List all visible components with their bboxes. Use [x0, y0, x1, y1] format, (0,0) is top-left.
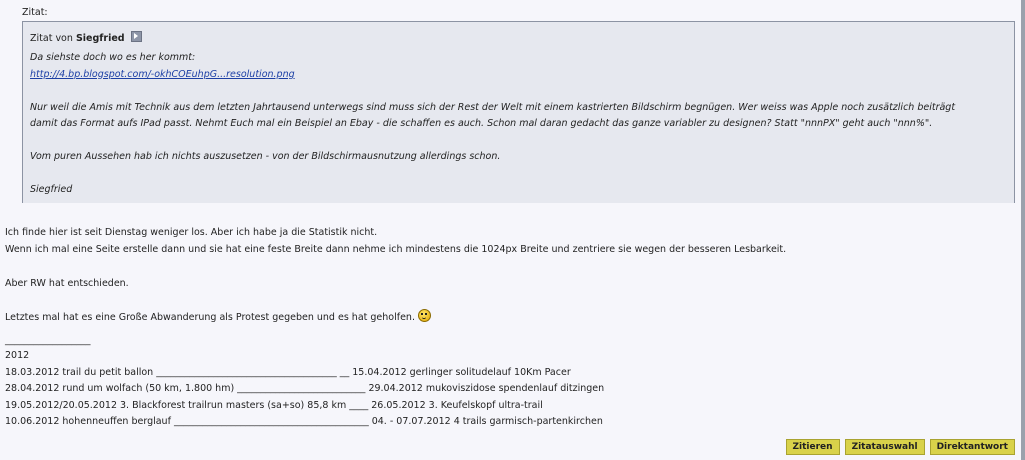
post-line-with-smiley — [5, 309, 1015, 326]
quote-line: Da siehste doch wo es her kommt: — [30, 52, 196, 63]
post-line: Ich finde hier ist seit Dienstag weniger los. Aber ich habe ja die Statistik nicht. — [5, 227, 378, 238]
quote-link[interactable]: http://4.bp.blogspot.com/-okhCOEuhpG...resolution.png — [30, 68, 295, 80]
signature-line: 18.03.2012 trail du petit ballon ______________________________________ __ 15.04.2012 gerlinger solitudelauf 10Km Pacer — [5, 366, 571, 378]
signature-year: 2012 — [5, 350, 30, 361]
window-edge — [1021, 0, 1025, 460]
quote-author: Siegfried — [75, 33, 125, 44]
post-line: Aber RW hat entschieden. — [5, 278, 129, 289]
quote-box — [22, 21, 1015, 203]
signature-separator: __________________ — [5, 335, 91, 346]
signature-line: 19.05.2012/20.05.2012 3. Blackforest trailrun masters (sa+so) 85,8 km ____ 26.05.2012 3. Keufelskopf ultra-trail — [5, 399, 543, 411]
post-body — [5, 224, 1015, 431]
quote-button[interactable]: Zitieren — [786, 439, 840, 455]
direct-reply-button[interactable]: Direktantwort — [930, 439, 1015, 455]
quote-header — [30, 31, 1007, 44]
quote-selection-button[interactable]: Zitatauswahl — [845, 439, 925, 455]
quote-line: damit das Format aufs IPad passt. Nehmt Euch mal ein Beispiel an Ebay - die schaffen es auch. Schon mal daran gedacht das ganze variabler zu designen? Statt "nnnPX" geht auch "nnn%". — [30, 118, 933, 129]
post-line: Letztes mal hat es eine Große Abwanderung als Protest gegeben und es hat geholfen. — [5, 312, 415, 323]
signature-line: 10.06.2012 hohenneuffen berglauf _________________________________________ 04. - 07.07.2012 4 trails garmisch-partenkirchen — [5, 416, 603, 427]
signature-line: 28.04.2012 rund um wolfach (50 km, 1.800 hm) ___________________________ 29.04.2012 mukoviszidose spendenlauf ditzingen — [5, 383, 605, 394]
signature — [5, 334, 1015, 431]
quote-line: Nur weil die Amis mit Technik aus dem letzten Jahrtausend unterwegs sind muss sich der Rest der Welt mit einem kastrierten Bildschirm begnügen. Wer weiss was Apple noch zusätzlich beiträgt — [30, 101, 956, 113]
quote-signature: Siegfried — [30, 184, 73, 195]
quote-caption: Zitat: — [22, 7, 48, 18]
quote-line: Vom puren Aussehen hab ich nichts auszusetzen - von der Bildschirmausnutzung allerdings schon. — [30, 151, 501, 162]
post-actions — [786, 439, 1016, 455]
view-post-arrow-icon[interactable] — [131, 31, 142, 42]
quote-prefix: Zitat von — [30, 33, 73, 44]
post-line: Wenn ich mal eine Seite erstelle dann und sie hat eine feste Breite dann nehme ich mindestens die 1024px Breite und zentriere sie wegen der besseren Lesbarkeit. — [5, 244, 787, 255]
smiley-icon — [418, 309, 431, 322]
